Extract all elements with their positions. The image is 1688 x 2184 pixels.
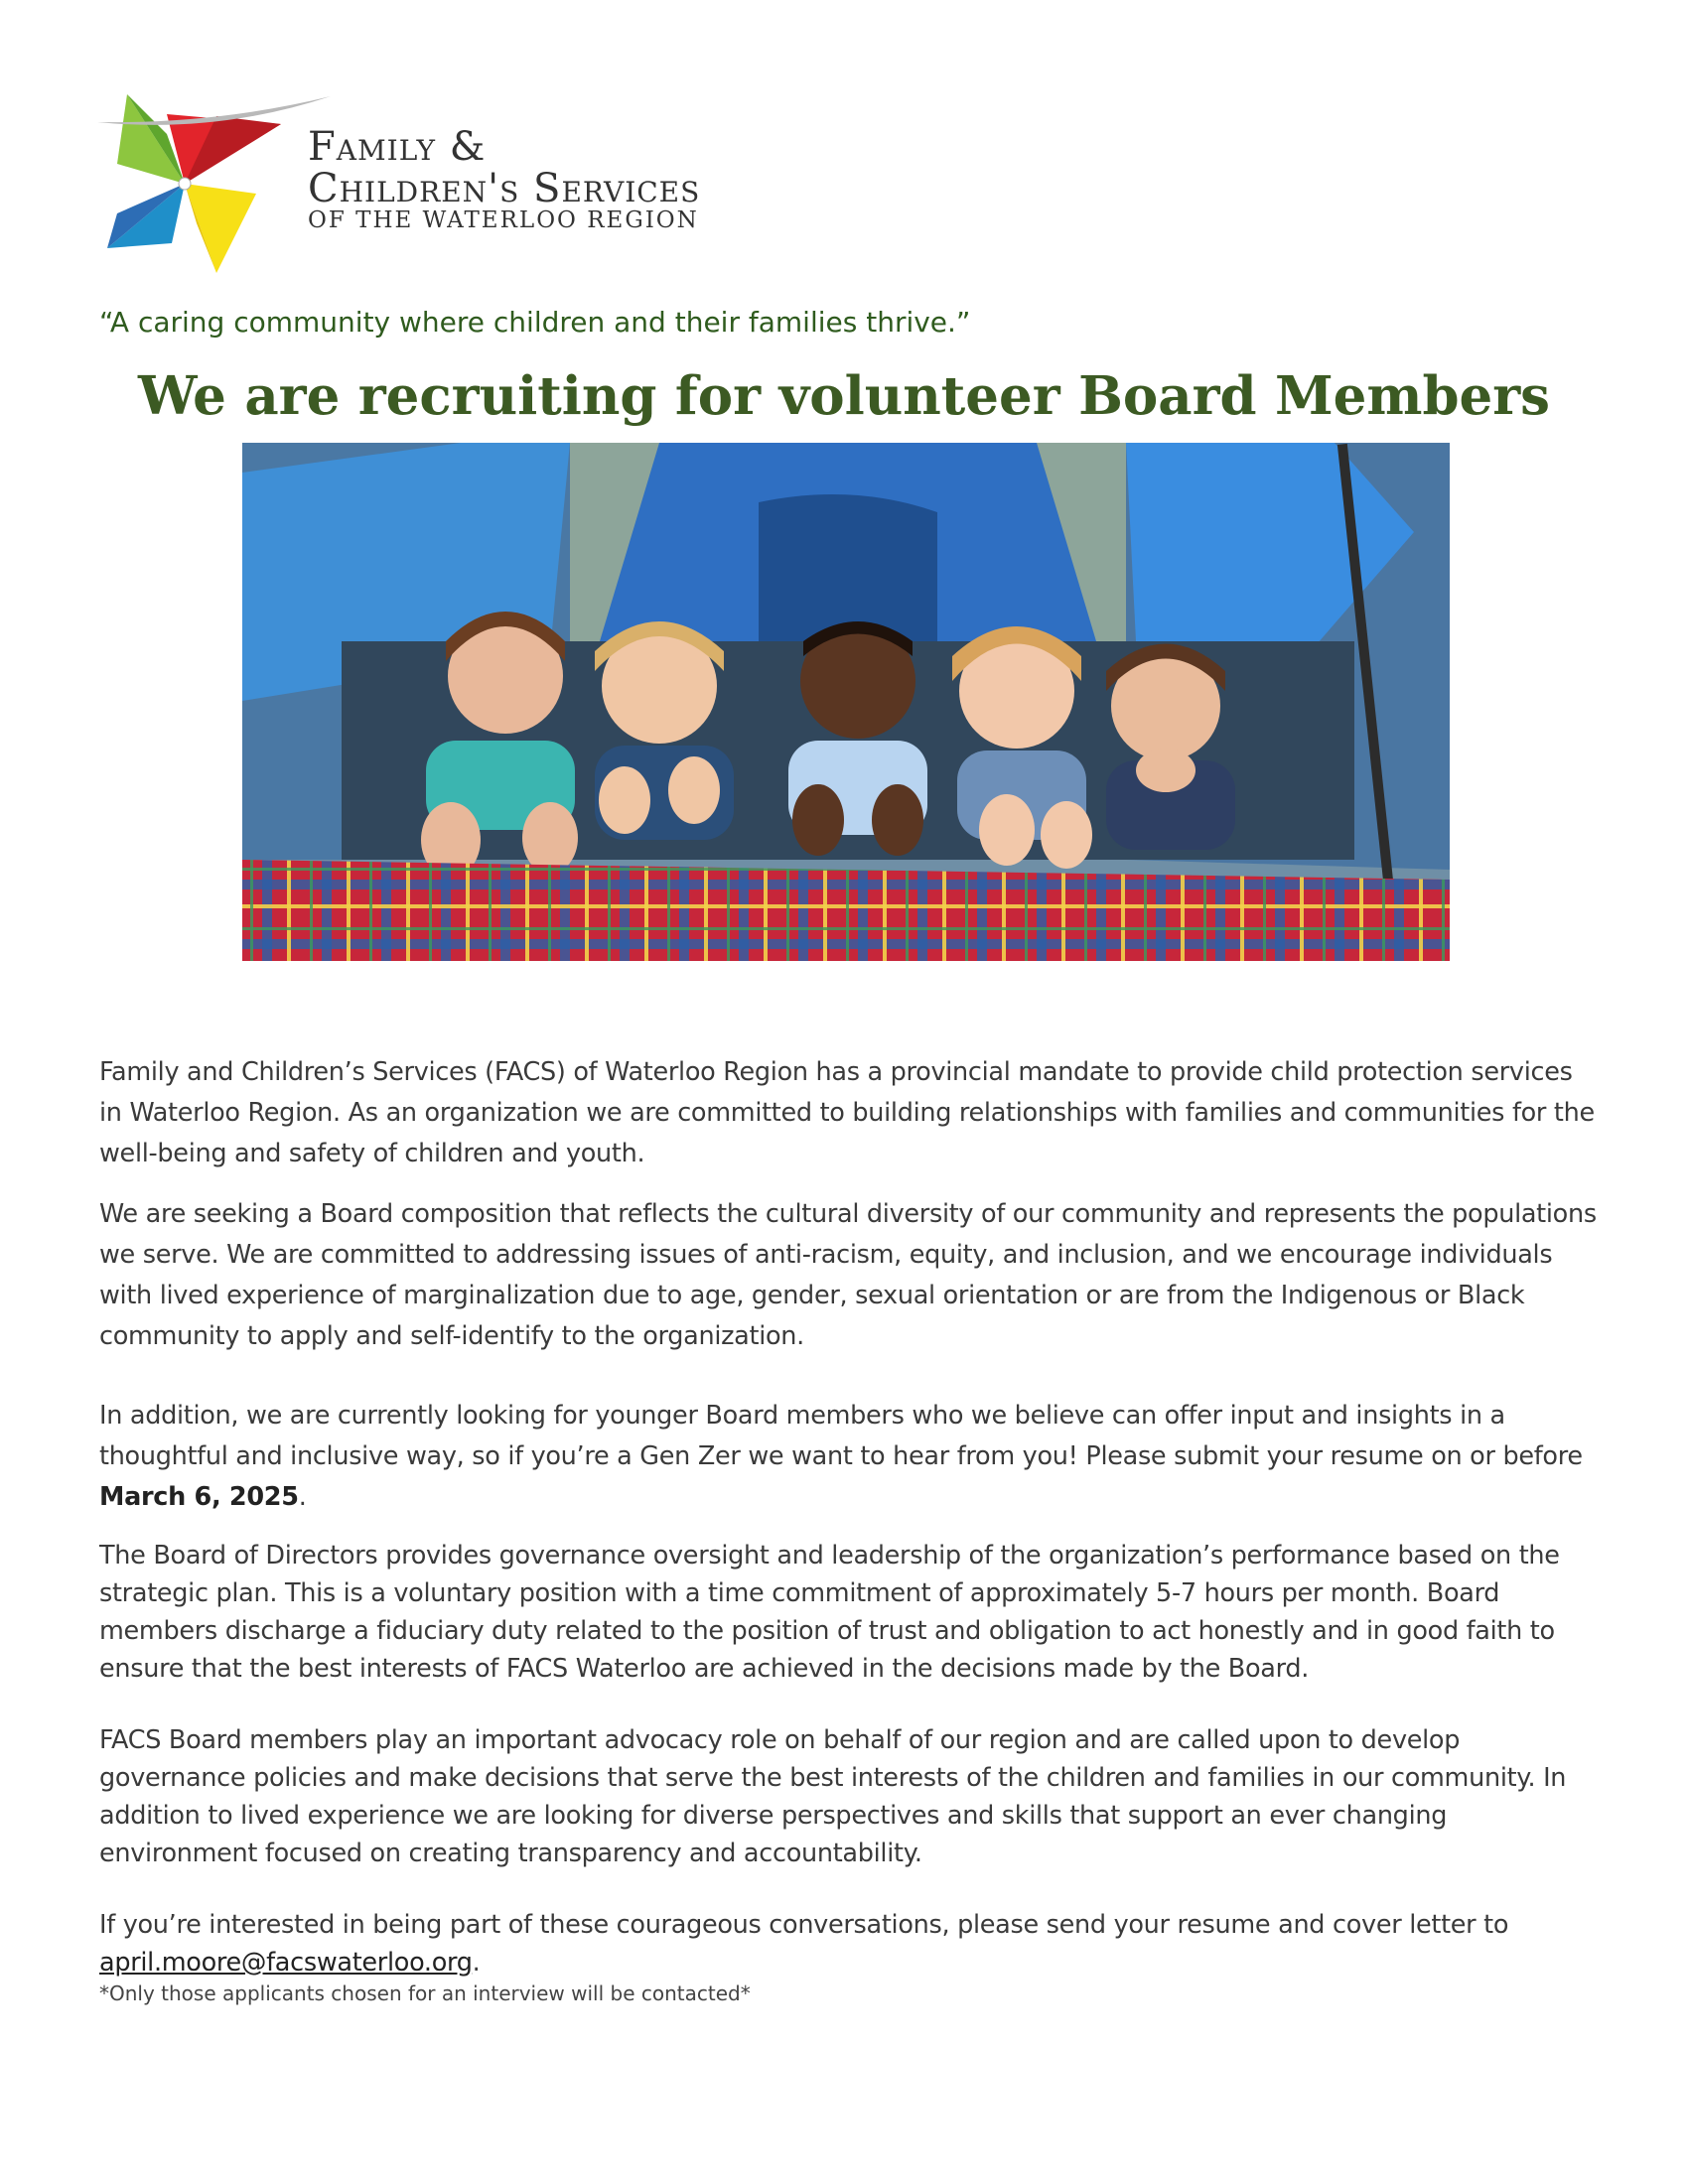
swoosh-graphic bbox=[97, 94, 336, 134]
paragraph-gen-z bbox=[99, 1396, 1599, 1518]
org-logo bbox=[97, 94, 733, 283]
paragraph-board-role bbox=[99, 1537, 1599, 1688]
paragraph-text: Family and Children’s Services (FACS) of Waterloo Region has a provincial mandate to provide child protection services in Waterloo Region. As an organization we are committed to building relationships with families and communities for the well-being and safety of children and youth. bbox=[99, 1057, 1595, 1168]
paragraph-text: FACS Board members play an important advocacy role on behalf of our region and are called upon to develop governance policies and make decisions that serve the best interests of the children and families in our community. In addition to lived experience we are looking for diverse perspectives and skills that support an ever changing environment focused on creating transparency and accountability. bbox=[99, 1725, 1567, 1868]
paragraph-advocacy bbox=[99, 1721, 1599, 1872]
paragraph-text: The Board of Directors provides governance oversight and leadership of the organization’s performance based on the strategic plan. This is a voluntary position with a time commitment of approximately 5-7 hours per month. Board members discharge a fiduciary duty related to the position of trust and obligation to act honestly and in good faith to ensure that the best interests of FACS Waterloo are achieved in the decisions made by the Board. bbox=[99, 1541, 1560, 1684]
deadline-date: March 6, 2025 bbox=[99, 1482, 299, 1512]
paragraph-end: . bbox=[298, 1482, 307, 1512]
paragraph-end: . bbox=[472, 1948, 481, 1978]
org-name-line3: OF THE WATERLOO REGION bbox=[308, 207, 699, 233]
tagline: “A caring community where children and their families thrive.” bbox=[99, 306, 971, 339]
paragraph-diversity bbox=[99, 1194, 1599, 1357]
children-in-tent-photo bbox=[242, 443, 1450, 961]
paragraph-text: If you’re interested in being part of these courageous conversations, please send your resume and cover letter to bbox=[99, 1910, 1509, 1940]
paragraph-text: We are seeking a Board composition that reflects the cultural diversity of our community and represents the populations we serve. We are committed to addressing issues of anti-racism, equity, and inclusion, and we encourage individuals with lived experience of marginalization due to age, gender, sexual orientation or are from the Indigenous or Black community to apply and self-identify to the organization. bbox=[99, 1199, 1597, 1351]
contact-email-link[interactable]: april.moore@facswaterloo.org bbox=[99, 1948, 473, 1978]
org-name-line2: Children's Services bbox=[308, 166, 701, 211]
paragraph-text: In addition, we are currently looking for younger Board members who we believe can offer input and insights in a thoughtful and inclusive way, so if you’re a Gen Zer we want to hear from you! Please submit your resume on or before bbox=[99, 1401, 1583, 1471]
paragraph-mandate bbox=[99, 1052, 1599, 1174]
org-name-line1: Family & bbox=[308, 124, 487, 170]
paragraph-contact bbox=[99, 1906, 1599, 1981]
page-headline: We are recruiting for volunteer Board Members bbox=[137, 365, 1551, 427]
footnote: *Only those applicants chosen for an interview will be contacted* bbox=[99, 1981, 751, 2005]
